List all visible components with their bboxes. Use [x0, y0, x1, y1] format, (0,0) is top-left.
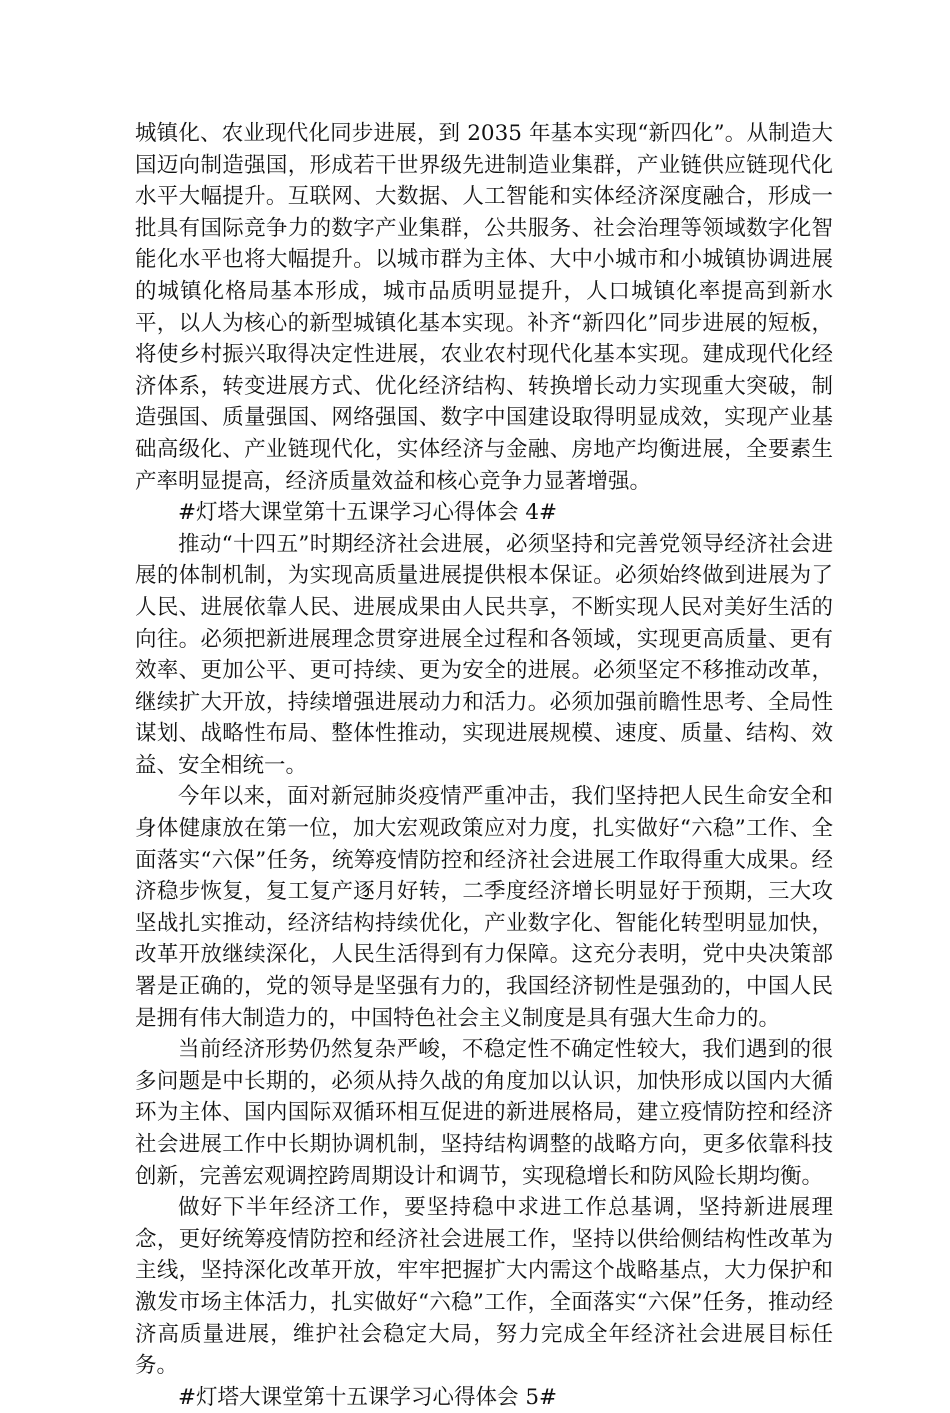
- paragraph: 当前经济形势仍然复杂严峻，不稳定性不确定性较大，我们遇到的很多问题是中长期的，必须从持久战的角度加以认识，加快形成以国内大循环为主体、国内国际双循环相互促进的新进展格局，建立疫情防控和经济社会进展工作中长期协调机制，坚持结构调整的战略方向，更多依靠科技创新，完善宏观调控跨周期设计和调节，实现稳增长和防风险长期均衡。: [135, 1037, 833, 1189]
- section-heading-5: #灯塔大课堂第十五课学习心得体会 5#: [178, 1384, 558, 1410]
- document-body: [135, 118, 833, 1413]
- paragraph-continuation: 城镇化、农业现代化同步进展，到 2035 年基本实现“新四化”。从制造大国迈向制造强国，形成若干世界级先进制造业集群，产业链供应链现代化水平大幅提升。互联网、大数据、人工智能和实体经济深度融合，形成一批具有国际竞争力的数字产业集群，公共服务、社会治理等领域数字化智能化水平也将大幅提升。以城市群为主体、大中小城市和小城镇协调进展的城镇化格局基本形成，城市品质明显提升，人口城镇化率提高到新水平，以人为核心的新型城镇化基本实现。补齐“新四化”同步进展的短板，将使乡村振兴取得决定性进展，农业农村现代化基本实现。建成现代化经济体系，转变进展方式、优化经济结构、转换增长动力实现重大突破，制造强国、质量强国、网络强国、数字中国建设取得明显成效，实现产业基础高级化、产业链现代化，实体经济与金融、房地产均衡进展，全要素生产率明显提高，经济质量效益和核心竞争力显著增强。: [135, 121, 833, 494]
- paragraph: 今年以来，面对新冠肺炎疫情严重冲击，我们坚持把人民生命安全和身体健康放在第一位，加大宏观政策应对力度，扎实做好“六稳”工作、全面落实“六保”任务，统筹疫情防控和经济社会进展工作取得重大成果。经济稳步恢复，复工复产逐月好转，二季度经济增长明显好于预期，三大攻坚战扎实推动，经济结构持续优化，产业数字化、智能化转型明显加快，改革开放继续深化，人民生活得到有力保障。这充分表明，党中央决策部署是正确的，党的领导是坚强有力的，我国经济韧性是强劲的，中国人民是拥有伟大制造力的，中国特色社会主义制度是具有强大生命力的。: [135, 784, 833, 1031]
- paragraph: 做好下半年经济工作，要坚持稳中求进工作总基调，坚持新进展理念，更好统筹疫情防控和经济社会进展工作，坚持以供给侧结构性改革为主线，坚持深化改革开放，牢牢把握扩大内需这个战略基点，大力保护和激发市场主体活力，扎实做好“六稳”工作，全面落实“六保”任务，推动经济高质量进展，维护社会稳定大局，努力完成全年经济社会进展目标任务。: [135, 1195, 833, 1379]
- paragraph: 推动“十四五”时期经济社会进展，必须坚持和完善党领导经济社会进展的体制机制，为实现高质量进展提供根本保证。必须始终做到进展为了人民、进展依靠人民、进展成果由人民共享，不断实现人民对美好生活的向往。必须把新进展理念贯穿进展全过程和各领域，实现更高质量、更有效率、更加公平、更可持续、更为安全的进展。必须坚定不移推动改革，继续扩大开放，持续增强进展动力和活力。必须加强前瞻性思考、全局性谋划、战略性布局、整体性推动，实现进展规模、速度、质量、结构、效益、安全相统一。: [135, 531, 833, 778]
- section-heading-4: #灯塔大课堂第十五课学习心得体会 4#: [178, 500, 558, 526]
